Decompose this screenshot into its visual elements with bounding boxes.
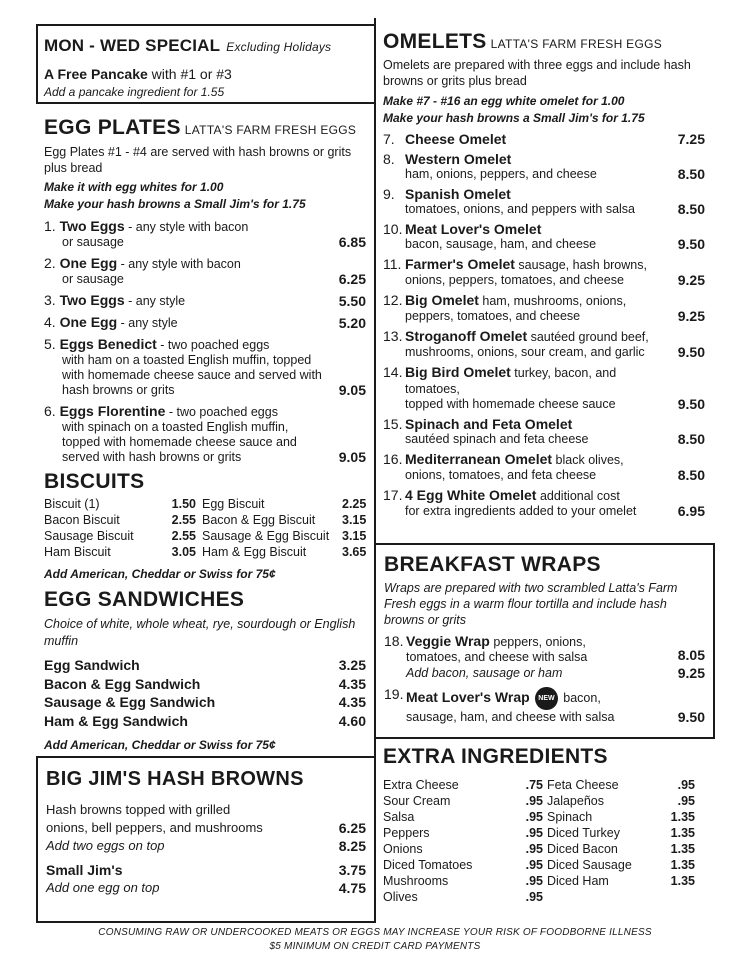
small-jims-price: 3.75 xyxy=(338,862,366,878)
menu-item-sandwich xyxy=(44,712,366,731)
ingredient-name: Mushrooms xyxy=(383,874,449,888)
item-number: 12. xyxy=(383,292,403,308)
item-detail-continued: for extra ingredients added to your omelet xyxy=(405,504,637,518)
item-price: 8.50 xyxy=(677,467,705,483)
menu-item-egg-plate xyxy=(44,293,366,309)
item-price: 4.60 xyxy=(338,712,366,729)
item-name: 4 Egg White Omelet xyxy=(405,487,537,503)
item-name: Egg Sandwich xyxy=(44,657,140,673)
ingredient-price: 1.35 xyxy=(670,826,695,840)
item-detail: - two poached eggs xyxy=(165,405,278,419)
item-detail: sausage, hash browns, xyxy=(514,258,647,272)
ingredient-name: Diced Sausage xyxy=(547,858,632,872)
ingredient-price: .95 xyxy=(677,794,695,808)
ingredient-price: .75 xyxy=(525,778,543,792)
biscuit-name: Ham & Egg Biscuit xyxy=(202,545,307,559)
biscuit-price: 2.25 xyxy=(342,497,367,511)
item-price: 3.25 xyxy=(338,657,366,673)
item-number: 15. xyxy=(383,416,403,432)
small-jims-add-egg-price: 4.75 xyxy=(338,880,366,896)
breakfast-wraps-section xyxy=(374,543,715,739)
item-price: 8.50 xyxy=(677,201,705,217)
footer xyxy=(0,926,750,954)
menu-item-omelet xyxy=(383,152,705,182)
new-badge-icon: NEW xyxy=(535,687,557,710)
item-detail-continued: sautéed spinach and feta cheese xyxy=(405,432,589,446)
ingredient-name: Salsa xyxy=(383,810,415,824)
omelets-desc: Omelets are prepared with three eggs and include hash browns or grits plus bread xyxy=(383,58,691,88)
item-detail-continued: mushrooms, onions, sour cream, and garlic xyxy=(405,345,645,359)
ingredient-name xyxy=(547,889,663,905)
menu-item-omelet xyxy=(383,329,705,360)
item-detail-continued: ham, onions, peppers, and cheese xyxy=(405,167,597,181)
item-name: One Egg xyxy=(59,314,118,330)
omelets-note-1: Make #7 - #16 an egg white omelet for 1.00 xyxy=(383,94,625,108)
item-price: 9.50 xyxy=(677,236,705,252)
item-number: 9. xyxy=(383,186,395,202)
item-detail: - any style with bacon xyxy=(117,257,241,271)
menu-item-sandwich xyxy=(44,693,366,712)
hash-price: 6.25 xyxy=(338,820,366,836)
item-price: 9.05 xyxy=(338,449,366,465)
item-price: 6.85 xyxy=(338,234,366,250)
item-price: 4.35 xyxy=(338,675,366,692)
item-detail-continued: with ham on a toasted English muffin, topped with homemade cheese sauce and served with hash browns or grits xyxy=(62,353,322,397)
breakfast-wraps-title: BREAKFAST WRAPS xyxy=(384,553,601,576)
biscuit-name: Biscuit (1) xyxy=(44,497,100,511)
biscuit-name: Egg Biscuit xyxy=(202,497,265,511)
ingredient-price: .95 xyxy=(525,842,543,856)
ingredient-price: .95 xyxy=(525,858,543,872)
menu-item-egg-plate xyxy=(44,219,366,250)
item-number: 1. xyxy=(44,218,60,234)
menu-item-omelet xyxy=(383,417,705,447)
egg-sandwiches-section xyxy=(44,588,366,754)
menu-item-egg-plate xyxy=(44,315,366,331)
item-detail-continued: peppers, tomatoes, and cheese xyxy=(405,309,581,323)
special-box xyxy=(36,24,376,104)
item-number: 14. xyxy=(383,364,403,380)
extra-ingredients-section xyxy=(383,745,705,905)
item-detail: sautéed ground beef, xyxy=(527,330,649,344)
item-number: 3. xyxy=(44,292,60,308)
hash-desc-2: onions, bell peppers, and mushrooms xyxy=(46,820,263,835)
item-name: Stroganoff Omelet xyxy=(405,328,528,344)
item-name: Eggs Benedict xyxy=(59,336,157,352)
item-name: Big Omelet xyxy=(405,292,479,308)
special-offer: A Free Pancake with #1 or #3 xyxy=(44,66,232,82)
item-detail: black olives, xyxy=(552,453,624,467)
item-name: Big Bird Omelet xyxy=(405,364,511,380)
ingredient-price: 1.35 xyxy=(670,874,695,888)
item-number: 4. xyxy=(44,314,60,330)
item-detail-continued: bacon, sausage, ham, and cheese xyxy=(405,237,597,251)
ingredient-name: Extra Cheese xyxy=(383,778,459,792)
egg-plates-note-2: Make your hash browns a Small Jim's for 1.75 xyxy=(44,197,306,211)
menu-item-veggie-wrap: 18. Veggie Wrap peppers, onions, tomatoes, and cheese with salsa 8.05 xyxy=(384,633,705,664)
menu-item-meat-lovers-wrap: 19. Meat Lover's Wrap NEW bacon, sausage, ham, and cheese with salsa 9.50 xyxy=(384,686,705,725)
ingredient-name: Diced Tomatoes xyxy=(383,858,473,872)
item-price: 9.25 xyxy=(677,308,705,324)
omelets-title: OMELETS LATTA'S FARM FRESH EGGS xyxy=(383,30,663,53)
item-name: Spinach and Feta Omelet xyxy=(405,416,573,432)
item-price: 5.20 xyxy=(338,315,366,331)
item-price: 8.50 xyxy=(677,166,705,182)
item-price: 9.50 xyxy=(677,396,705,412)
item-price: 6.25 xyxy=(338,271,366,287)
biscuit-name: Ham Biscuit xyxy=(44,545,111,559)
omelets-section xyxy=(383,30,705,519)
item-number: 16. xyxy=(383,451,403,467)
egg-sandwiches-desc: Choice of white, whole wheat, rye, sourdough or English muffin xyxy=(44,617,356,648)
ingredient-price: 1.35 xyxy=(670,858,695,872)
ingredient-price: .95 xyxy=(525,810,543,824)
biscuits-note: Add American, Cheddar or Swiss for 75¢ xyxy=(44,567,276,581)
menu-item-egg-plate xyxy=(44,256,366,287)
biscuit-name: Sausage Biscuit xyxy=(44,529,134,543)
menu-item-omelet xyxy=(383,187,705,217)
item-detail-continued: or sausage xyxy=(62,235,124,249)
item-number: 17. xyxy=(383,487,403,503)
biscuit-price: 1.50 xyxy=(171,497,196,511)
ingredient-price: 1.35 xyxy=(670,810,695,824)
item-price: 9.50 xyxy=(677,344,705,360)
hash-add-two-eggs-price: 8.25 xyxy=(338,838,366,854)
item-name: One Egg xyxy=(59,255,118,271)
menu-item-sandwich xyxy=(44,656,366,675)
item-detail-continued: with spinach on a toasted English muffin, topped with homemade cheese sauce and served with hash browns or grits xyxy=(62,420,297,464)
item-detail-continued: onions, peppers, tomatoes, and cheese xyxy=(405,273,624,287)
ingredient-price: 1.35 xyxy=(670,842,695,856)
item-price: 6.95 xyxy=(677,503,705,519)
biscuits-price-grid xyxy=(44,496,366,560)
item-number: 8. xyxy=(383,151,395,167)
item-detail: turkey, bacon, and tomatoes, xyxy=(405,366,617,396)
item-name: Mediterranean Omelet xyxy=(405,451,553,467)
item-number: 7. xyxy=(383,131,395,147)
egg-plates-desc: Egg Plates #1 - #4 are served with hash browns or grits plus bread xyxy=(44,145,352,175)
biscuit-price: 3.05 xyxy=(171,545,196,559)
item-name: Farmer's Omelet xyxy=(405,256,515,272)
ingredient-price: .95 xyxy=(525,794,543,808)
menu-item-omelet xyxy=(383,452,705,483)
menu-item-veggie-wrap-addon: Add bacon, sausage or ham 9.25 xyxy=(406,665,705,681)
ingredient-name: Diced Ham xyxy=(547,874,609,888)
footer-warning: CONSUMING RAW OR UNDERCOOKED MEATS OR EGGS MAY INCREASE YOUR RISK OF FOODBORNE ILLNESS xyxy=(98,927,652,938)
menu-item-omelet xyxy=(383,293,705,324)
small-jims-add-egg: Add one egg on top xyxy=(46,880,160,895)
biscuit-name: Sausage & Egg Biscuit xyxy=(202,529,330,543)
item-detail-continued: or sausage xyxy=(62,272,124,286)
hash-desc-1: Hash browns topped with grilled xyxy=(46,802,231,817)
ingredient-name: Olives xyxy=(383,890,418,904)
ingredient-name: Jalapeños xyxy=(547,794,604,808)
item-detail-continued: topped with homemade cheese sauce xyxy=(405,397,616,411)
item-name: Ham & Egg Sandwich xyxy=(44,712,188,729)
biscuit-name: Bacon & Egg Biscuit xyxy=(202,513,316,527)
wraps-desc: Wraps are prepared with two scrambled Latta's Farm Fresh eggs in a warm flour tortilla and include hash browns or grits xyxy=(384,581,678,627)
menu-item-sandwich xyxy=(44,675,366,694)
item-name: Western Omelet xyxy=(405,151,512,167)
item-number: 13. xyxy=(383,328,403,344)
menu-item-omelet xyxy=(383,257,705,288)
menu-item-egg-plate xyxy=(44,337,366,398)
biscuit-price: 2.55 xyxy=(171,513,196,527)
menu-item-egg-plate xyxy=(44,404,366,465)
egg-plates-note-1: Make it with egg whites for 1.00 xyxy=(44,180,224,194)
omelets-note-2: Make your hash browns a Small Jim's for 1.75 xyxy=(383,111,645,125)
item-number: 6. xyxy=(44,403,60,419)
ingredient-price: .95 xyxy=(677,778,695,792)
ingredient-name: Peppers xyxy=(383,826,430,840)
biscuit-price: 3.15 xyxy=(342,529,367,543)
item-number: 11. xyxy=(383,256,402,272)
special-addon: Add a pancake ingredient for 1.55 xyxy=(44,85,225,99)
menu-item-omelet xyxy=(383,132,705,147)
item-detail-continued: onions, tomatoes, and feta cheese xyxy=(405,468,597,482)
item-number: 2. xyxy=(44,255,60,271)
ingredient-price xyxy=(663,889,699,905)
item-name: Two Eggs xyxy=(59,218,125,234)
hash-add-two-eggs: Add two eggs on top xyxy=(46,838,165,853)
item-price: 4.35 xyxy=(338,694,366,710)
biscuit-price: 2.55 xyxy=(171,529,196,543)
sandwiches-note: Add American, Cheddar or Swiss for 75¢ xyxy=(44,738,276,752)
special-title: MON - WED SPECIAL Excluding Holidays xyxy=(44,36,332,55)
item-detail-continued: tomatoes, onions, and peppers with salsa xyxy=(405,202,635,216)
menu-item-omelet xyxy=(383,365,705,412)
item-name: Bacon & Egg Sandwich xyxy=(44,675,201,692)
item-price: 9.05 xyxy=(338,382,366,398)
ingredient-price: .95 xyxy=(525,890,543,904)
ingredient-name: Onions xyxy=(383,842,423,856)
biscuits-title: BISCUITS xyxy=(44,470,145,493)
ingredient-name: Spinach xyxy=(547,810,593,824)
ingredient-price: .95 xyxy=(525,826,543,840)
hash-browns-section xyxy=(36,756,376,923)
item-price: 8.50 xyxy=(677,431,705,447)
item-name: Eggs Florentine xyxy=(59,403,166,419)
small-jims-name: Small Jim's xyxy=(46,862,123,878)
footer-credit-minimum: $5 MINIMUM ON CREDIT CARD PAYMENTS xyxy=(269,941,481,952)
item-detail: - two poached eggs xyxy=(156,338,270,352)
ingredient-name: Diced Turkey xyxy=(547,826,620,840)
ingredient-name: Feta Cheese xyxy=(547,778,619,792)
item-detail: - any style with bacon xyxy=(124,220,249,234)
item-detail: - any style xyxy=(124,294,186,308)
extra-ingredients-title: EXTRA INGREDIENTS xyxy=(383,745,608,768)
ingredient-price: .95 xyxy=(525,874,543,888)
item-detail: additional cost xyxy=(536,489,620,503)
menu-item-omelet xyxy=(383,222,705,252)
biscuit-name: Bacon Biscuit xyxy=(44,513,120,527)
hash-browns-title: BIG JIM'S HASH BROWNS xyxy=(46,768,304,790)
item-name: Meat Lover's Omelet xyxy=(405,221,542,237)
item-name: Two Eggs xyxy=(59,292,125,308)
item-name: Spanish Omelet xyxy=(405,186,511,202)
item-number: 5. xyxy=(44,336,60,352)
item-price: 5.50 xyxy=(338,293,366,309)
ingredient-name: Diced Bacon xyxy=(547,842,618,856)
item-detail: ham, mushrooms, onions, xyxy=(478,294,627,308)
egg-sandwiches-title: EGG SANDWICHES xyxy=(44,588,245,611)
egg-plates-title: EGG PLATES LATTA'S FARM FRESH EGGS xyxy=(44,116,357,139)
extra-ingredients-grid xyxy=(383,777,705,905)
item-name: Sausage & Egg Sandwich xyxy=(44,694,216,710)
item-price: 9.25 xyxy=(677,272,705,288)
biscuit-price: 3.15 xyxy=(342,513,367,527)
menu-item-omelet xyxy=(383,488,705,519)
item-price: 7.25 xyxy=(677,131,705,147)
item-number: 10. xyxy=(383,221,403,237)
egg-plates-section xyxy=(44,116,366,465)
biscuits-section xyxy=(44,470,366,583)
item-detail: - any style xyxy=(117,316,178,330)
ingredient-name: Sour Cream xyxy=(383,794,451,808)
item-name: Cheese Omelet xyxy=(405,131,507,147)
biscuit-price: 3.65 xyxy=(342,545,367,559)
